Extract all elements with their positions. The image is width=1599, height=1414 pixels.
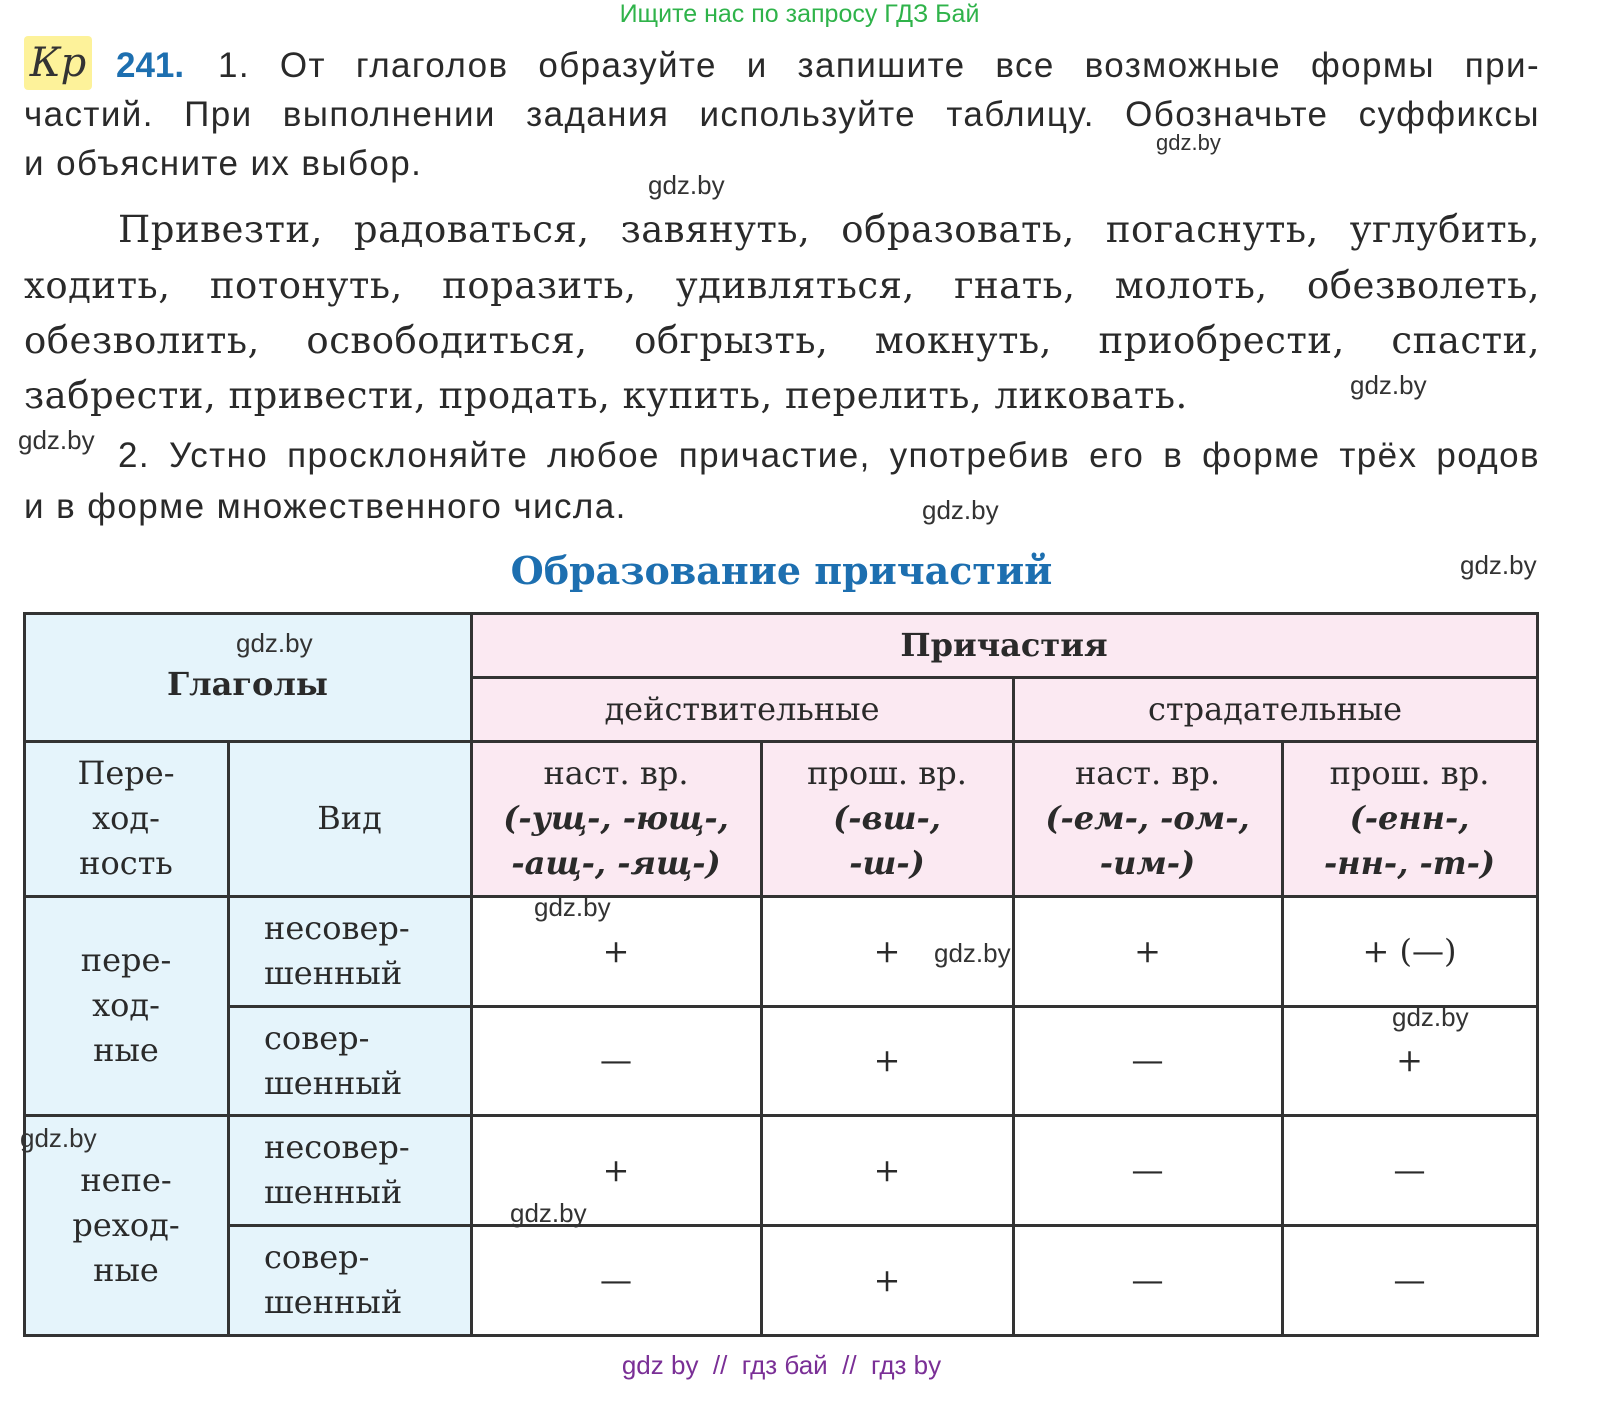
grid-line [23, 1114, 1539, 1117]
verb-line-1: Привезти, радоваться, завянуть, образовать, погаснуть, углубить, [118, 208, 1540, 251]
col-3-tense: наст. вр. [1074, 754, 1221, 792]
col-4-tense: прош. вр. [1329, 754, 1490, 792]
cell-r3-c4: — [1393, 1150, 1426, 1189]
task-line-3: и объясните их выбор. [24, 144, 423, 183]
grid-line [23, 612, 26, 1337]
grid-line [1281, 740, 1284, 1337]
footer: gdz by // гдз бай // гдз by [621, 1350, 942, 1380]
aspect-row-2: совер- шенный [228, 1006, 471, 1115]
header-transitivity: Пере- ход- ность [24, 741, 228, 896]
group-transitive: пере- ход- ные [24, 896, 228, 1115]
header-active: действительные [471, 677, 1013, 741]
aspect-row-1: несовер- шенный [228, 896, 471, 1006]
watermark: gdz.by [534, 892, 611, 922]
col-1-suffixes: (-ущ-, -ющ-, -ащ-, -ящ-) [503, 799, 729, 882]
cell-r4-c2: + [873, 1260, 901, 1299]
cell-r4-c3: — [1131, 1260, 1164, 1299]
header-verbs: Глаголы [24, 613, 471, 741]
cell-r4-c4: — [1393, 1260, 1426, 1299]
grid-line [1536, 612, 1539, 1337]
cell-r2-c4: + [1396, 1041, 1423, 1079]
grid-line [227, 1005, 1539, 1008]
grid-line [227, 1224, 1539, 1227]
task2-line-1: 2. Устно просклоняйте любое причастие, употребив его в форме трёх родов [118, 436, 1540, 475]
top-banner: Ищите нас по запросу ГДЗ Бай [619, 0, 980, 28]
grid-line [23, 895, 1539, 898]
aspect-row-4: совер- шенный [228, 1225, 471, 1335]
task2-line-2: и в форме множественного числа. [24, 487, 627, 526]
verb-line-3: обезволить, освободиться, обгрызть, мокнуть, приобрести, спасти, [24, 319, 1540, 362]
watermark: gdz.by [20, 1123, 97, 1153]
cell-r1-c3: + [1134, 931, 1161, 970]
grid-line [470, 676, 1539, 679]
header-aspect: Вид [228, 741, 471, 896]
watermark: gdz.by [1350, 370, 1427, 400]
cell-r3-c1: + [602, 1150, 630, 1189]
grid-line [1012, 676, 1015, 1337]
col-1-tense: наст. вр. [543, 754, 689, 792]
grid-line [227, 740, 230, 1337]
grid-line [23, 740, 1539, 743]
task-line-1: 1. От глаголов образуйте и запишите все возможные формы при- [218, 46, 1540, 85]
cell-r3-c3: — [1131, 1150, 1164, 1189]
header-col-4 [1282, 741, 1537, 896]
task-line-2: частий. При выполнении задания используйте таблицу. Обозначьте суффиксы [24, 95, 1540, 134]
control-work-badge: Кр [24, 36, 92, 90]
table-title: Образование причастий [510, 548, 1053, 593]
watermark: gdz.by [934, 938, 1011, 968]
watermark: gdz.by [236, 628, 313, 658]
cell-r4-c1: — [600, 1260, 632, 1299]
grid-line [23, 612, 1539, 615]
header-col-1 [471, 741, 761, 896]
cell-r2-c2: + [873, 1041, 901, 1079]
watermark: gdz.by [510, 1198, 587, 1228]
verb-line-4: забрести, привести, продать, купить, перелить, ликовать. [24, 374, 1188, 417]
verb-line-2: ходить, потонуть, поразить, удивляться, гнать, молоть, обезволеть, [24, 264, 1540, 307]
grid-line [470, 612, 473, 1337]
header-passive: страдательные [1013, 677, 1537, 741]
watermark: gdz.by [1156, 130, 1221, 155]
task-number: 241. [116, 46, 185, 85]
col-4-suffixes: (-енн-, -нн-, -т-) [1323, 799, 1496, 882]
col-3-suffixes: (-ем-, -ом-, -им-) [1045, 799, 1250, 882]
cell-r2-c3: — [1131, 1041, 1164, 1079]
watermark: gdz.by [18, 425, 95, 455]
watermark: gdz.by [922, 495, 999, 525]
cell-r1-c2: + [873, 931, 901, 970]
header-col-2 [761, 741, 1013, 896]
header-participles: Причастия [471, 613, 1537, 677]
col-2-suffixes: (-вш-, -ш-) [833, 799, 941, 882]
header-col-3 [1013, 741, 1282, 896]
watermark: gdz.by [648, 170, 725, 200]
cell-r1-c1: + [602, 931, 630, 970]
grid-line [23, 1334, 1539, 1337]
cell-r2-c1: — [600, 1041, 632, 1079]
col-2-tense: прош. вр. [807, 754, 967, 792]
group-intransitive: непе- реход- ные [24, 1115, 228, 1335]
grid-line [760, 740, 763, 1337]
cell-r3-c2: + [873, 1150, 901, 1189]
watermark: gdz.by [1460, 550, 1537, 580]
aspect-row-3: несовер- шенный [228, 1115, 471, 1225]
cell-r1-c4: + (—) [1362, 931, 1457, 970]
watermark: gdz.by [1392, 1002, 1469, 1032]
